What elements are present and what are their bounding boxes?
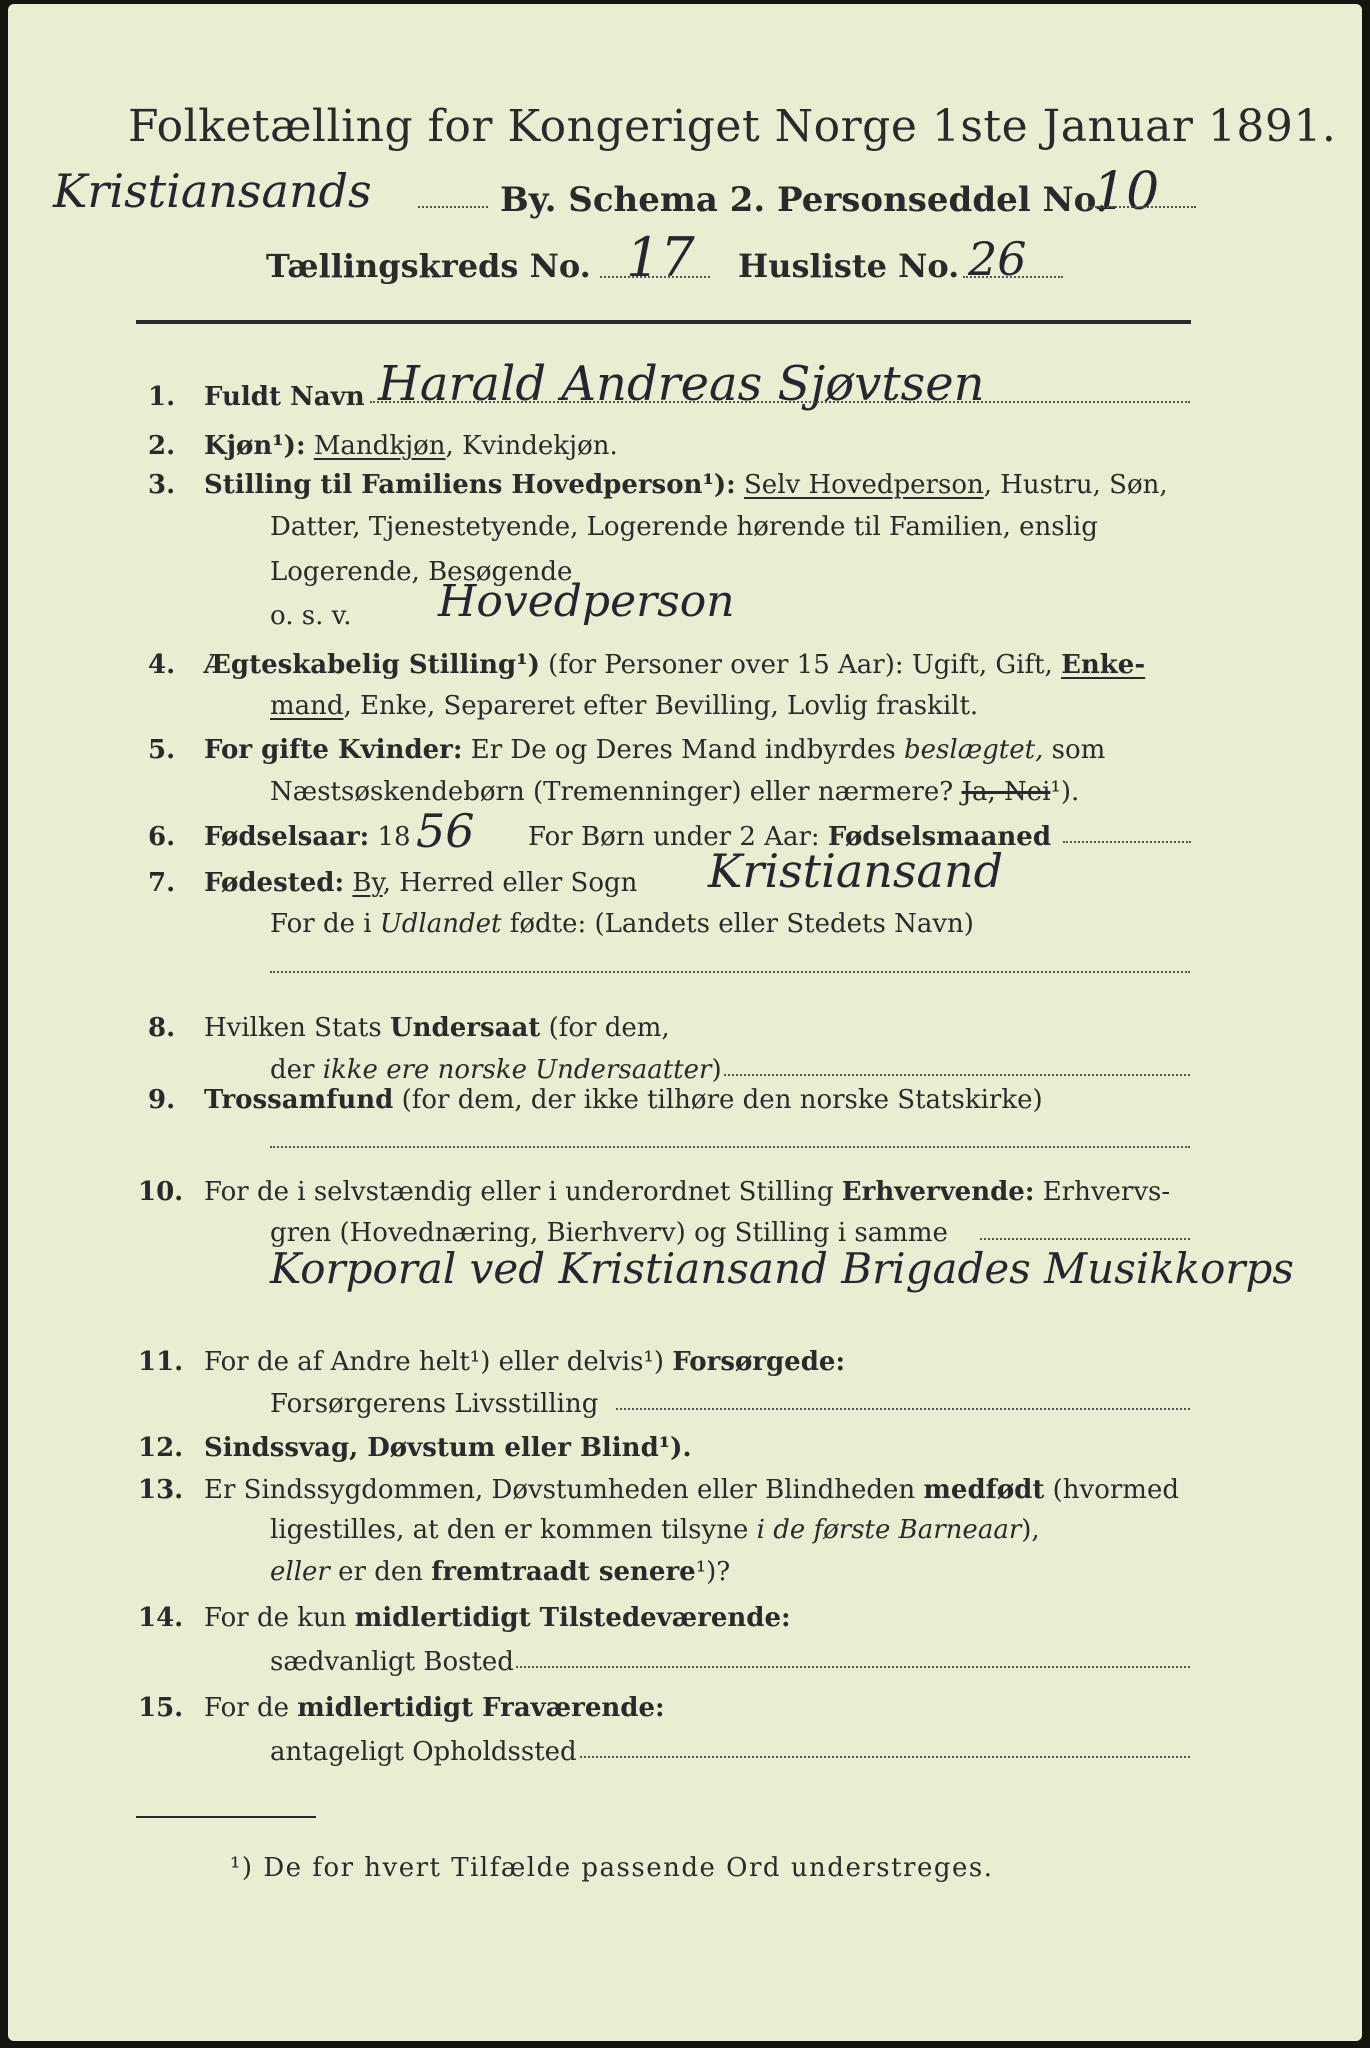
form-title: Folketælling for Kongeriget Norge 1ste Januar 1891.	[128, 101, 1337, 152]
nationality-dotted-line	[724, 1072, 1190, 1076]
item-15-number: 15.	[138, 1693, 184, 1723]
residence-dotted-line	[516, 1664, 1190, 1668]
item-4-line-2: mand, Enke, Separeret efter Bevilling, Lovlig fraskilt.	[270, 691, 979, 721]
occupation-dotted-line	[980, 1236, 1190, 1240]
item-7-line-2: For de i Udlandet fødte: (Landets eller Stedets Navn)	[270, 909, 974, 939]
census-form-sheet	[8, 4, 1362, 2041]
item-9-line: Trossamfund (for dem, der ikke tilhøre den norske Statskirke)	[204, 1085, 1043, 1115]
item-13-number: 13.	[138, 1475, 184, 1505]
footnote-rule	[136, 1816, 316, 1818]
header-form-line: By. Schema 2. Personseddel No.	[500, 180, 1108, 220]
handwritten-birthplace: Kristiansand	[708, 844, 1004, 898]
handwritten-city: Kristiansands	[53, 164, 372, 218]
item-5-label: For gifte Kvinder:	[204, 735, 463, 765]
item-4-label: Ægteskabelig Stilling¹)	[204, 650, 540, 680]
item-6-line: Fødselsaar: 18	[204, 822, 411, 852]
option-kvindekjon: , Kvindekjøn.	[445, 431, 618, 461]
item-13-line-1: Er Sindssygdommen, Døvstumheden eller Blindheden medfødt (hvormed	[204, 1475, 1179, 1505]
item-2-number: 2.	[148, 431, 176, 461]
item-7-label: Fødested:	[204, 868, 345, 898]
item-15-line-1: For de midlertidigt Fraværende:	[204, 1693, 665, 1723]
religion-dotted-line	[270, 1144, 1190, 1148]
item-1-number: 1.	[148, 382, 176, 412]
name-dotted-line	[370, 399, 1190, 403]
item-11-line-2: Forsørgerens Livsstilling	[270, 1389, 599, 1419]
option-mandkjon: Mandkjøn	[313, 431, 446, 461]
item-5-number: 5.	[148, 735, 176, 765]
birth-month-dotted-line	[1063, 839, 1191, 843]
handwritten-occupation: Korporal ved Kristiansand Brigades Musikkorps	[270, 1244, 1294, 1293]
item-9-number: 9.	[148, 1085, 176, 1115]
item-10-line-2: gren (Hovednæring, Bierhverv) og Stilling i samme	[270, 1218, 948, 1248]
item-13-line-3: eller er den fremtraadt senere¹)?	[270, 1557, 731, 1587]
husliste-dotted-line	[963, 274, 1063, 278]
item-10-number: 10.	[138, 1177, 184, 1207]
item-4-number: 4.	[148, 650, 176, 680]
handwritten-full-name: Harald Andreas Sjøvtsen	[378, 356, 985, 412]
handwritten-husliste-number: 26	[968, 232, 1027, 286]
item-3-label: Stilling til Familiens Hovedperson¹):	[204, 470, 736, 500]
item-5-line-1: For gifte Kvinder: Er De og Deres Mand indbyrdes beslægtet, som	[204, 735, 1106, 765]
item-14-line-1: For de kun midlertidigt Tilstedeværende:	[204, 1603, 791, 1633]
item-14-number: 14.	[138, 1603, 184, 1633]
handwritten-position: Hovedperson	[438, 576, 735, 627]
birthplace-abroad-dotted-line	[270, 969, 1190, 973]
item-2-line	[204, 430, 618, 462]
handwritten-birth-year-digits: 56	[416, 804, 475, 858]
item-3-line-4: o. s. v.	[270, 601, 352, 631]
item-12-label: Sindssvag, Døvstum eller Blind¹).	[204, 1433, 692, 1463]
header-divider	[136, 320, 1191, 324]
taellingskreds-label: Tællingskreds No.	[266, 247, 591, 285]
item-2-label: Kjøn¹):	[204, 431, 306, 461]
item-3-line-3: Logerende, Besøgende	[270, 557, 573, 587]
footnote: ¹) De for hvert Tilfælde passende Ord understreges.	[230, 1853, 994, 1883]
option-enke-2: mand	[270, 691, 344, 721]
item-12-number: 12.	[138, 1433, 184, 1463]
item-1-label: Fuldt Navn	[204, 382, 365, 412]
item-5-line-2: Næstsøskendebørn (Tremenninger) eller nærmere? Ja, Nei¹).	[270, 777, 1080, 807]
item-15-line-2: antageligt Opholdssted	[270, 1737, 577, 1767]
item-6-label: Fødselsaar:	[204, 822, 370, 852]
option-by: By	[352, 868, 383, 898]
provider-dotted-line	[616, 1406, 1190, 1410]
item-8-line-2: der ikke ere norske Undersaatter)	[270, 1055, 722, 1085]
whereabouts-dotted-line	[580, 1754, 1190, 1758]
item-7-number: 7.	[148, 868, 176, 898]
item-7-line-1: Fødested: By, Herred eller Sogn	[204, 868, 638, 898]
city-dotted-line	[418, 204, 488, 208]
item-3-line-2: Datter, Tjenestetyende, Logerende hørende til Familien, enslig	[270, 512, 1098, 542]
item-13-line-2: ligestilles, at den er kommen tilsyne i de første Barneaar),	[270, 1515, 1040, 1545]
item-11-line-1: For de af Andre helt¹) eller delvis¹) Forsørgede:	[204, 1347, 846, 1377]
taellingskreds-dotted-line	[600, 274, 710, 278]
husliste-label: Husliste No.	[738, 247, 960, 285]
item-3-line-1: Stilling til Familiens Hovedperson¹): Selv Hovedperson, Hustru, Søn,	[204, 470, 1168, 500]
item-11-number: 11.	[138, 1347, 184, 1377]
item-14-line-2: sædvanligt Bosted	[270, 1647, 514, 1677]
personseddel-dotted-line	[1088, 204, 1196, 208]
item-10-line-1: For de i selvstændig eller i underordnet Stilling Erhvervende: Erhvervs-	[204, 1177, 1171, 1207]
item-9-label: Trossamfund	[204, 1085, 394, 1115]
item-4-line-1: Ægteskabelig Stilling¹) (for Personer over 15 Aar): Ugift, Gift, Enke-	[204, 650, 1146, 680]
item-8-number: 8.	[148, 1013, 176, 1043]
handwritten-taellingskreds-number: 17	[626, 226, 695, 289]
handwritten-personseddel-number: 10	[1093, 162, 1160, 222]
item-6-child-line: For Børn under 2 Aar: Fødselsmaaned	[528, 822, 1052, 852]
item-8-line-1: Hvilken Stats Undersaat (for dem,	[204, 1013, 670, 1043]
item-3-number: 3.	[148, 470, 176, 500]
option-selv-hovedperson: Selv Hovedperson	[744, 470, 984, 500]
option-enke-1: Enke-	[1061, 650, 1146, 680]
option-ja-nei-struck: Ja, Nei	[961, 777, 1051, 807]
item-6-number: 6.	[148, 822, 176, 852]
